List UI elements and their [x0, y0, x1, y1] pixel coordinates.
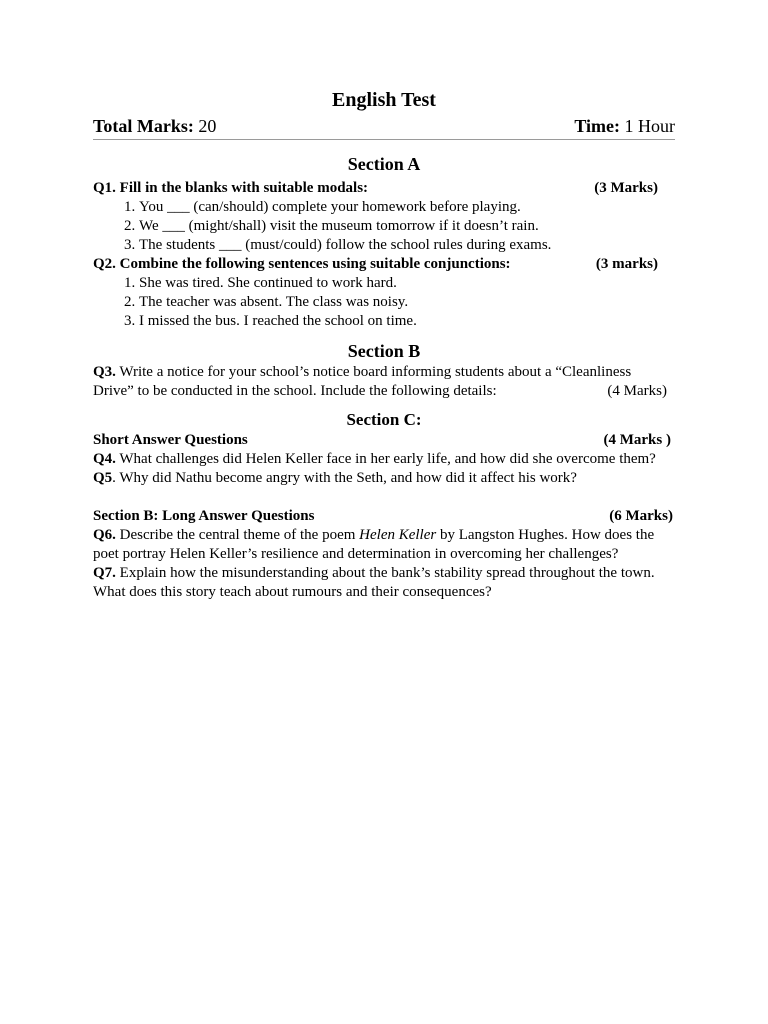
- q5-paragraph: [93, 469, 675, 488]
- short-answer-heading: [93, 431, 675, 450]
- q6-label: Q6.: [93, 527, 116, 543]
- q1-marks: (3 Marks): [594, 180, 658, 196]
- section-c-heading: Section C:: [346, 410, 422, 429]
- marks-time-row: [93, 114, 675, 140]
- total-marks-label: Total Marks:: [93, 116, 194, 136]
- q2-heading: [93, 255, 675, 274]
- q6-text-after: by Langston Hughes. How does the poet portray Helen Keller’s resilience and determination in overcoming her challenges?: [93, 527, 655, 562]
- q3-label: Q3.: [93, 364, 116, 380]
- time-label: Time:: [574, 116, 620, 136]
- time-value: 1 Hour: [624, 116, 675, 136]
- total-marks-value: 20: [198, 116, 217, 136]
- q6-paragraph: [93, 526, 675, 564]
- long-answer-marks: (6 Marks): [609, 508, 673, 524]
- list-item: 3. The students ___ (must/could) follow the school rules during exams.: [139, 236, 675, 255]
- q7-label: Q7.: [93, 565, 116, 581]
- short-answer-marks: (4 Marks ): [603, 432, 671, 448]
- q2-marks: (3 marks): [595, 256, 658, 272]
- test-paper: [93, 86, 675, 602]
- q7-paragraph: [93, 564, 675, 602]
- q3-text: Write a notice for your school’s notice board informing students about a “Cleanliness Drive” to be conducted in the school. Include the following details:: [93, 364, 632, 399]
- long-answer-heading: [93, 507, 675, 526]
- section-a-heading: Section A: [347, 154, 421, 174]
- q1-heading: [93, 179, 675, 198]
- q3-marks: (4 Marks): [607, 383, 667, 399]
- q1-text: Q1. Fill in the blanks with suitable modals:: [93, 180, 369, 196]
- time-allowed: [574, 114, 675, 138]
- list-item: 3. I missed the bus. I reached the school on time.: [139, 312, 675, 331]
- q5-text: . Why did Nathu become angry with the Seth, and how did it affect his work?: [112, 470, 577, 486]
- q5-label: Q5: [93, 470, 113, 486]
- q4-text: What challenges did Helen Keller face in her early life, and how did she overcome them?: [115, 451, 656, 467]
- page-title: English Test: [332, 89, 436, 111]
- total-marks: [93, 114, 216, 138]
- q4-paragraph: [93, 450, 675, 469]
- q7-text: Explain how the misunderstanding about the bank’s stability spread throughout the town. What does this story teach about rumours and their consequences?: [93, 565, 655, 600]
- list-item: 2. We ___ (might/shall) visit the museum tomorrow if it doesn’t rain.: [139, 217, 675, 236]
- q2-list: [93, 274, 675, 331]
- q4-label: Q4.: [93, 451, 116, 467]
- section-b-heading: Section B: [347, 341, 421, 361]
- q3-paragraph: [93, 363, 675, 401]
- q1-list: [93, 198, 675, 255]
- short-answer-label: Short Answer Questions: [93, 432, 248, 448]
- poem-title: Helen Keller: [359, 527, 437, 543]
- q6-text-before: Describe the central theme of the poem: [115, 527, 360, 543]
- q2-text: Q2. Combine the following sentences using suitable conjunctions:: [93, 256, 511, 272]
- long-answer-label: Section B: Long Answer Questions: [93, 508, 315, 524]
- list-item: 1. She was tired. She continued to work hard.: [139, 274, 675, 293]
- list-item: 2. The teacher was absent. The class was noisy.: [139, 293, 675, 312]
- list-item: 1. You ___ (can/should) complete your homework before playing.: [139, 198, 675, 217]
